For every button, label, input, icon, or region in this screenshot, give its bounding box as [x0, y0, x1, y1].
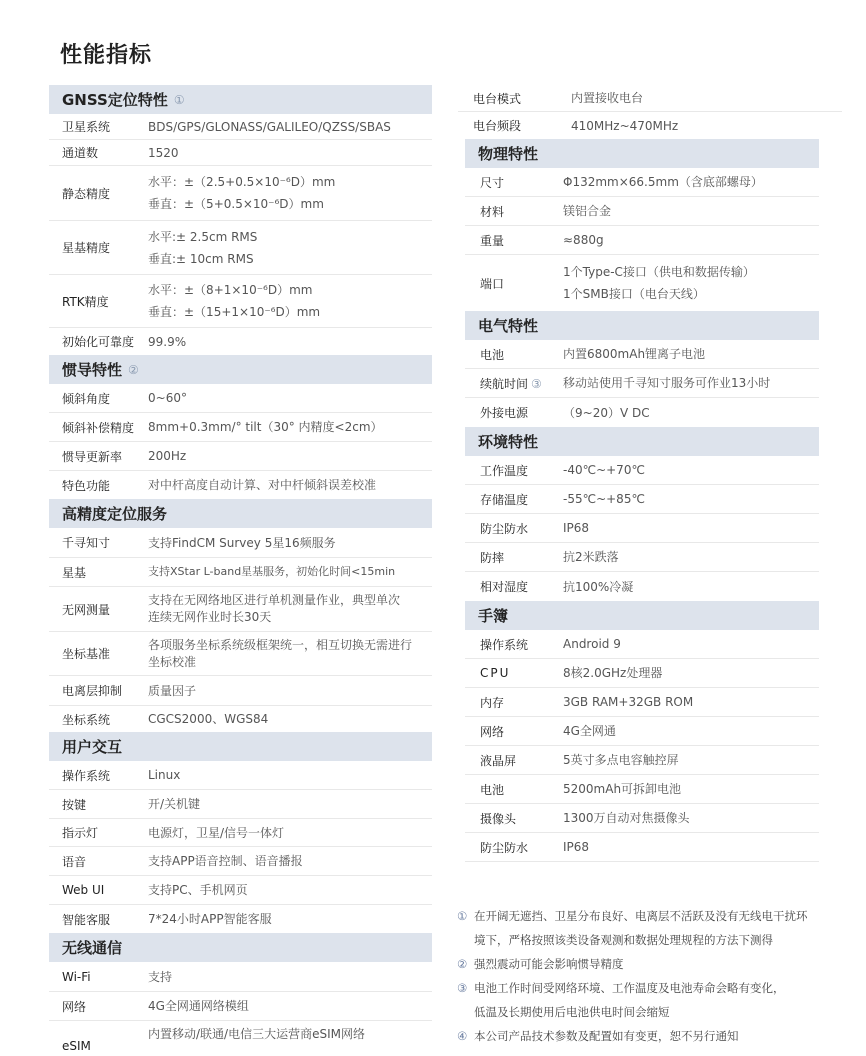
spec-value: 4G全网通 [563, 724, 616, 738]
spec-row [49, 140, 432, 166]
spec-key: 语音 [62, 854, 87, 869]
spec-key: 相对湿度 [480, 580, 529, 594]
spec-row [465, 833, 819, 862]
spec-row [49, 847, 432, 876]
footnote-marker: ④ [457, 1029, 468, 1043]
spec-key: 惯导更新率 [62, 449, 123, 464]
spec-value: -40℃~+70℃ [563, 463, 645, 477]
spec-row [49, 384, 432, 413]
spec-key: 无网测量 [62, 602, 111, 617]
spec-key: 续航时间 ③ [480, 376, 542, 391]
spec-row [49, 876, 432, 905]
spec-row [458, 85, 842, 112]
spec-value: 0~60° [148, 391, 187, 405]
spec-key: 星基 [62, 565, 87, 580]
spec-key: 坐标基准 [62, 647, 111, 661]
spec-key: 卫星系统 [62, 120, 111, 134]
footnote-marker: ① [457, 909, 468, 923]
spec-value: 410MHz~470MHz [571, 118, 679, 133]
spec-value: 1300万自动对焦摄像头 [563, 811, 690, 825]
spec-row [49, 471, 432, 499]
spec-value: IP68 [563, 521, 590, 535]
spec-row [49, 587, 432, 632]
section-header-handbook [465, 601, 819, 630]
footnote-item: ① 在开阔无遮挡、卫星分布良好、电离层不活跃及没有无线电干扰环 境下，严格按照该类设备观测和数据处理规程的方法下测得 [457, 904, 837, 952]
spec-row [465, 197, 819, 226]
spec-value: 内置接收电台 [571, 91, 644, 105]
spec-key: 工作温度 [480, 463, 529, 478]
footnote-item: ③ 电池工作时间受网络环境、工作温度及电池寿命会略有变化， 低温及长期使用后电池供电时间会缩短 [457, 976, 837, 1024]
section-header-physical [465, 139, 819, 168]
spec-value: Linux [148, 768, 181, 782]
spec-key: 摄像头 [480, 811, 517, 826]
spec-value: IP68 [563, 840, 590, 854]
spec-key: CPU [480, 666, 511, 680]
spec-key: 防摔 [480, 550, 505, 565]
spec-row [465, 630, 819, 659]
section-title: 物理特性 [478, 145, 539, 163]
radio-spec-block [458, 85, 842, 139]
spec-key: 端口 [480, 276, 505, 291]
spec-row [49, 1021, 432, 1055]
spec-value: 99.9% [148, 334, 187, 349]
spec-row [465, 398, 819, 427]
spec-value: 镁铝合金 [563, 204, 612, 218]
spec-value: （9~20）V DC [563, 405, 650, 420]
footnote-item: ② 强烈震动可能会影响惯导精度 [457, 952, 837, 976]
section-title: 电气特性 [478, 317, 539, 335]
section-header-wireless [49, 933, 432, 962]
spec-value: CGCS2000、WGS84 [148, 712, 269, 726]
spec-value: 支持XStar L-band星基服务，初始化时间<15min [148, 565, 396, 578]
spec-row [49, 413, 432, 442]
spec-value: 支持PC、手机网页 [148, 883, 248, 897]
footnote-item: ④ 本公司产品技术参数及配置如有变更，恕不另行通知 [457, 1024, 837, 1048]
spec-value: BDS/GPS/GLONASS/GALILEO/QZSS/SBAS [148, 119, 391, 134]
spec-key: 防尘防水 [480, 840, 529, 855]
spec-row [465, 688, 819, 717]
spec-row [465, 226, 819, 255]
spec-key: Wi-Fi [62, 969, 91, 984]
spec-value: 支持在无网络地区进行单机测量作业，典型单次 连续无网作业时长30天 [148, 593, 401, 624]
spec-key: 网络 [62, 999, 87, 1014]
spec-row [49, 221, 432, 275]
spec-row [465, 168, 819, 197]
spec-row [49, 166, 432, 221]
spec-key: 星基精度 [62, 241, 111, 255]
spec-value: 7*24小时APP智能客服 [148, 912, 272, 926]
spec-row [49, 558, 432, 587]
spec-key: 静态精度 [62, 186, 111, 201]
spec-row [49, 528, 432, 558]
spec-key: 材料 [480, 204, 505, 219]
spec-value: 8核2.0GHz处理器 [563, 666, 663, 680]
spec-value: 电源灯，卫星/信号一体灯 [148, 825, 285, 840]
section-header-gnss [49, 85, 432, 114]
spec-key: 外接电源 [480, 406, 529, 420]
spec-key: Web UI [62, 883, 105, 897]
footnote-marker: ② [457, 957, 468, 971]
spec-key: 电离层抑制 [62, 684, 123, 698]
spec-row [465, 543, 819, 572]
spec-value: 抗100%冷凝 [563, 579, 634, 594]
spec-row [49, 819, 432, 847]
spec-value: 水平：±（2.5+0.5×10⁻⁶D）mm 垂直：±（5+0.5×10⁻⁶D）mm [148, 175, 336, 211]
spec-row [465, 746, 819, 775]
spec-value: 支持APP语音控制、语音播报 [148, 854, 303, 868]
spec-value: 4G全网通网络模组 [148, 999, 249, 1013]
spec-key: 倾斜角度 [62, 391, 111, 406]
section-title: 高精度定位服务 [62, 505, 168, 523]
spec-row [465, 514, 819, 543]
spec-key: 网络 [480, 724, 505, 739]
footnote-marker: ① [173, 92, 185, 107]
spec-key: 电池 [480, 347, 505, 362]
section-title: 无线通信 [62, 939, 123, 957]
spec-value: 移动站使用千寻知寸服务可作业13小时 [563, 376, 771, 390]
spec-value: ≈880g [563, 233, 604, 247]
spec-value: 水平:± 2.5cm RMS 垂直:± 10cm RMS [148, 229, 258, 266]
section-title: GNSS定位特性 [62, 91, 168, 109]
spec-row [465, 775, 819, 804]
spec-row [49, 676, 432, 706]
footnote-marker: ③ [531, 376, 542, 391]
spec-value: 8mm+0.3mm/° tilt（30° 内精度<2cm） [148, 420, 383, 434]
spec-value: 1520 [148, 145, 179, 160]
spec-value: 5200mAh可拆卸电池 [563, 782, 682, 796]
section-header-user-interaction [49, 732, 432, 761]
spec-row [49, 632, 432, 676]
section-header-electric [465, 311, 819, 340]
section-title: 手簿 [478, 607, 509, 625]
footnote-marker: ③ [457, 981, 468, 995]
spec-key: 操作系统 [480, 637, 529, 652]
spec-key: eSIM [62, 1039, 91, 1053]
spec-key: 千寻知寸 [62, 536, 111, 550]
spec-value: 抗2米跌落 [563, 550, 619, 564]
spec-key: 液晶屏 [480, 753, 517, 768]
spec-row [465, 572, 819, 601]
spec-key: 内存 [480, 695, 505, 710]
spec-value: 1个Type-C接口（供电和数据传输） 1个SMB接口（电台天线） [563, 265, 755, 301]
spec-value: Android 9 [563, 637, 621, 651]
spec-key: 初始化可靠度 [62, 335, 135, 349]
spec-row [465, 456, 819, 485]
section-header-high-precision [49, 499, 432, 528]
section-title: 用户交互 [62, 738, 123, 756]
spec-key: 智能客服 [62, 912, 111, 927]
spec-row [465, 485, 819, 514]
spec-key: 重量 [480, 233, 505, 248]
spec-row [49, 761, 432, 790]
spec-row [49, 962, 432, 992]
spec-row [465, 659, 819, 688]
spec-value: 200Hz [148, 449, 187, 463]
spec-row [465, 340, 819, 369]
spec-value: -55℃~+85℃ [563, 492, 645, 506]
section-title: 环境特性 [478, 433, 539, 451]
spec-value: 3GB RAM+32GB ROM [563, 695, 694, 709]
left-spec-column [49, 85, 432, 1055]
spec-row [465, 369, 819, 398]
spec-row [49, 790, 432, 819]
spec-key: 电台模式 [473, 91, 522, 106]
spec-value: Φ132mm×66.5mm（含底部螺母） [563, 175, 763, 189]
section-title: 惯导特性 [62, 361, 123, 379]
spec-key: 倾斜补偿精度 [62, 420, 135, 435]
right-spec-column [465, 139, 819, 862]
spec-value: 对中杆高度自动计算、对中杆倾斜误差校准 [148, 478, 377, 492]
spec-value: 支持FindCM Survey 5星16频服务 [148, 535, 336, 550]
spec-value: 水平：±（8+1×10⁻⁶D）mm 垂直：±（15+1×10⁻⁶D）mm [148, 283, 321, 319]
spec-row [458, 112, 842, 139]
spec-key: 指示灯 [62, 826, 99, 840]
spec-row [49, 114, 432, 140]
spec-value: 质量因子 [148, 683, 197, 698]
spec-row [49, 275, 432, 328]
spec-key: 尺寸 [480, 175, 505, 190]
spec-value: 开/关机键 [148, 797, 201, 811]
spec-key: 特色功能 [62, 478, 111, 493]
spec-row [49, 706, 432, 732]
spec-row [49, 992, 432, 1021]
spec-key: RTK精度 [62, 294, 109, 309]
spec-row [465, 717, 819, 746]
spec-key: 防尘防水 [480, 521, 529, 536]
spec-key: 操作系统 [62, 768, 111, 783]
footnotes [457, 904, 837, 1048]
spec-row [49, 905, 432, 933]
spec-key: 通道数 [62, 146, 99, 160]
spec-key: 电台频段 [473, 119, 522, 133]
spec-key: 坐标系统 [62, 712, 111, 727]
spec-row [49, 328, 432, 355]
footnote-marker: ② [128, 362, 139, 377]
spec-row [465, 804, 819, 833]
spec-key: 按键 [62, 797, 87, 812]
spec-key: 电池 [480, 782, 505, 797]
spec-value: 各项服务坐标系统级框架统一，相互切换无需进行 坐标校准 [148, 637, 413, 669]
spec-value: 内置6800mAh锂离子电池 [563, 347, 706, 361]
spec-value: 5英寸多点电容触控屏 [563, 753, 679, 767]
page-title: 性能指标 [60, 43, 153, 68]
spec-row [465, 255, 819, 311]
spec-value: 支持 [148, 969, 173, 984]
spec-value: 内置移动/联通/电信三大运营商eSIM网络 [148, 1027, 365, 1041]
spec-key: 存储温度 [480, 492, 529, 507]
section-header-environment [465, 427, 819, 456]
section-header-ins [49, 355, 432, 384]
spec-row [49, 442, 432, 471]
